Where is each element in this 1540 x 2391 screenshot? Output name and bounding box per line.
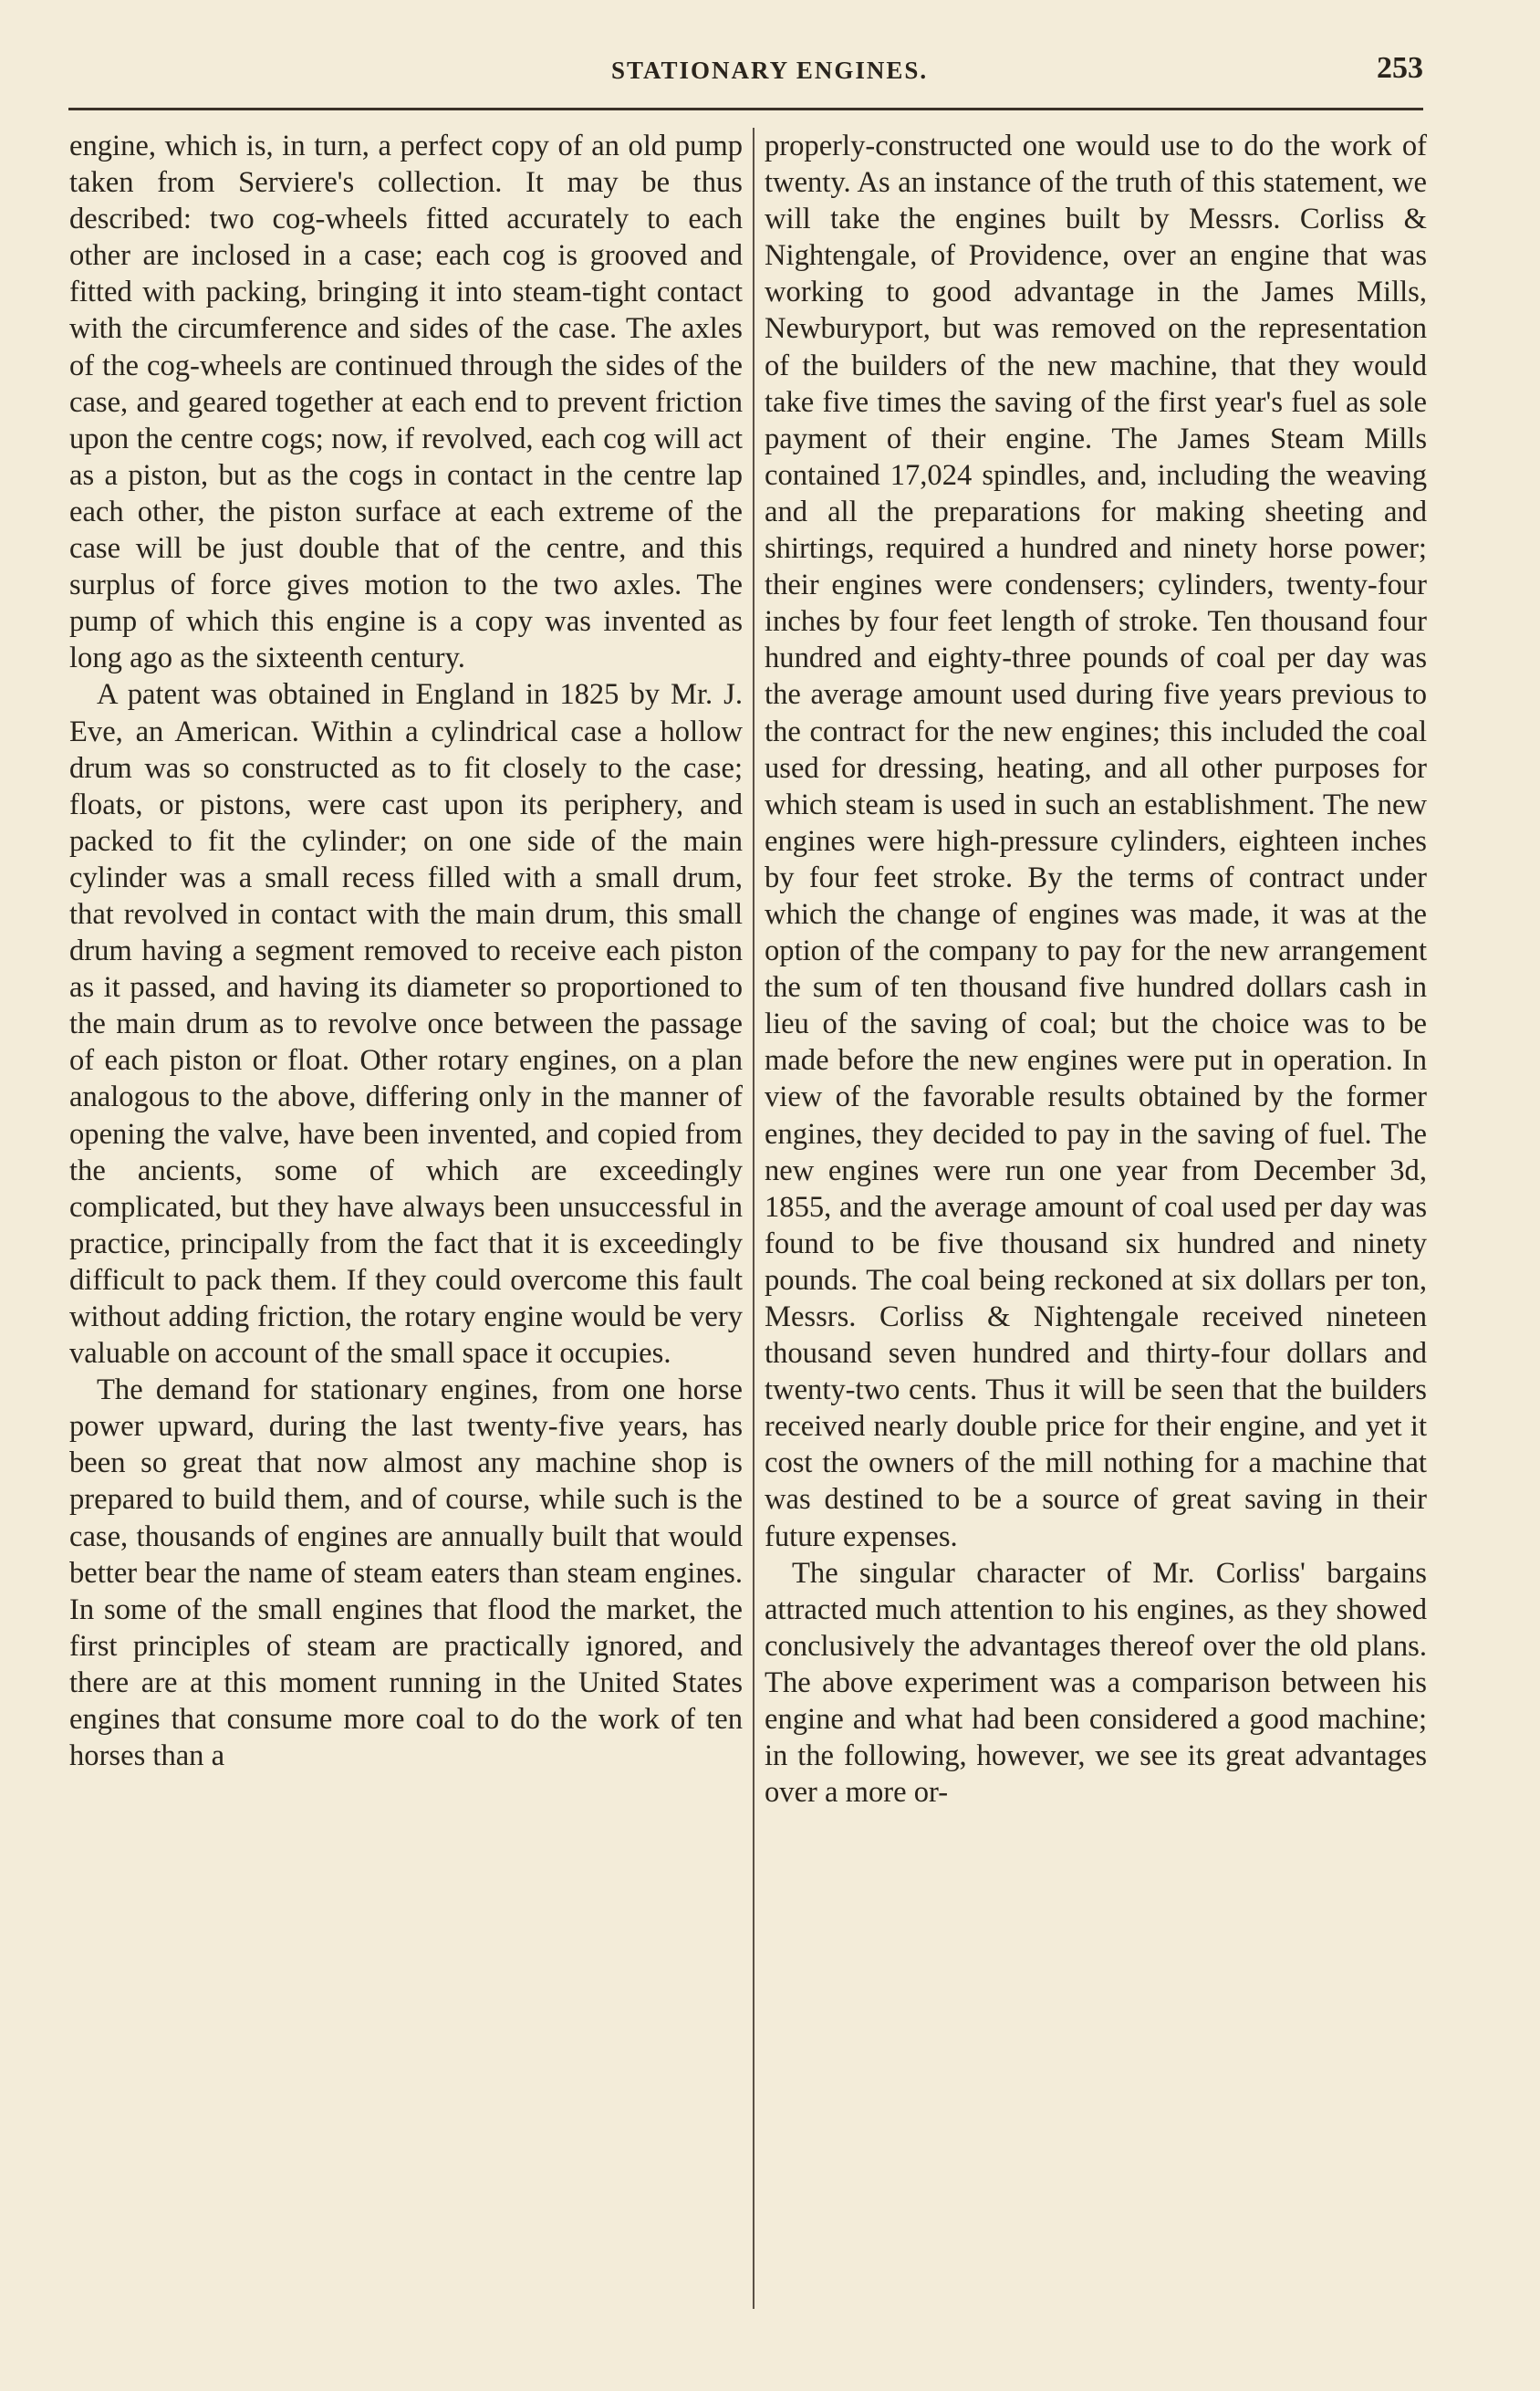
paragraph: properly-constructed one would use to do the work of twenty. As an instance of the truth of this statement, we will take the engines built by Messrs. Corliss & Nightengale, of Providence, over an engine that was working to good advantage in the James Mills, Newburyport, but was removed on the representation of the builders of the new machine, that they would take five times the saving of the first year's fuel as sole payment of their engine. The James Steam Mills contained 17,024 spindles, and, including the weaving and all the preparations for making sheeting and shirtings, required a hundred and ninety horse power; their engines were condensers; cylinders, twenty-four inches by four feet length of stroke. Ten thousand four hundred and eighty-three pounds of coal per day was the average amount used during five years previous to the contract for the new engines; this included the coal used for dressing, heating, and all other purposes for which steam is used in such an establishment. The new engines were high-pressure cylinders, eighteen inches by four feet stroke. By the terms of contract under which the change of engines was made, it was at the option of the company to pay for the new arrangement the sum of ten thousand five hundred dollars cash in lieu of the saving of coal; but the choice was to be made before the new engines were put in operation. In view of the favorable results obtained by the former engines, they decided to pay in the saving of fuel. The new engines were run one year from December 3d, 1855, and the average amount of coal used per day was found to be five thousand six hundred and ninety pounds. The coal being reckoned at six dollars per ton, Messrs. Corliss & Nightengale received nineteen thousand seven hundred and thirty-four dollars and twenty-two cents. Thus it will be seen that the builders received nearly double price for their engine, and yet it cost the owners of the mill nothing for a machine that was destined to be a source of great saving in their future expenses. <box>765 130 1427 1553</box>
running-title: STATIONARY ENGINES. <box>611 57 929 84</box>
paragraph: engine, which is, in turn, a perfect copy of an old pump taken from Serviere's collection. It may be thus described: two cog-wheels fitted accurately to each other are inclosed in a case; each cog is grooved and fitted with packing, bringing it into steam-tight contact with the circumference and sides of the case. The axles of the cog-wheels are continued through the sides of the case, and geared together at each end to prevent friction upon the centre cogs; now, if revolved, each cog will act as a piston, but as the cogs in contact in the centre lap each other, the piston surface at each extreme of the case will be just double that of the centre, and this surplus of force gives motion to the two axles. The pump of which this engine is a copy was invented as long ago as the sixteenth century. <box>69 130 743 675</box>
left-column <box>69 128 743 1774</box>
header-rule <box>68 108 1423 110</box>
paragraph: The demand for stationary engines, from one horse power upward, during the last twenty-five years, has been so great that now almost any machine shop is prepared to build them, and of course, while such is the case, thousands of engines are annually built that would better bear the name of steam eaters than steam engines. In some of the small engines that flood the market, the first principles of steam are practically ignored, and there are at this moment running in the United States engines that consume more coal to do the work of ten horses than a <box>69 1373 743 1773</box>
column-divider <box>753 128 754 2309</box>
page-number: 253 <box>1377 51 1423 85</box>
page-header <box>64 47 1423 93</box>
paragraph: The singular character of Mr. Corliss' bargains attracted much attention to his engines, as they showed conclusively the advantages thereof over the old plans. The above experiment was a comparison between his engine and what had been considered a good machine; in the following, however, we see its great advantages over a more or- <box>765 1556 1427 1810</box>
right-column <box>765 128 1427 1811</box>
paragraph: A patent was obtained in England in 1825 by Mr. J. Eve, an American. Within a cylindrical case a hollow drum was so constructed as to fit closely to the case; floats, or pistons, were cast upon its periphery, and packed to fit the cylinder; on one side of the main cylinder was a small recess filled with a small drum, that revolved in contact with the main drum, this small drum having a segment removed to receive each piston as it passed, and having its diameter so proportioned to the main drum as to revolve once between the passage of each piston or float. Other rotary engines, on a plan analogous to the above, differing only in the manner of opening the valve, have been invented, and copied from the ancients, some of which are exceedingly complicated, but they have always been unsuccessful in practice, principally from the fact that it is exceedingly difficult to pack them. If they could overcome this fault without adding friction, the rotary engine would be very valuable on account of the small space it occupies. <box>69 678 743 1371</box>
